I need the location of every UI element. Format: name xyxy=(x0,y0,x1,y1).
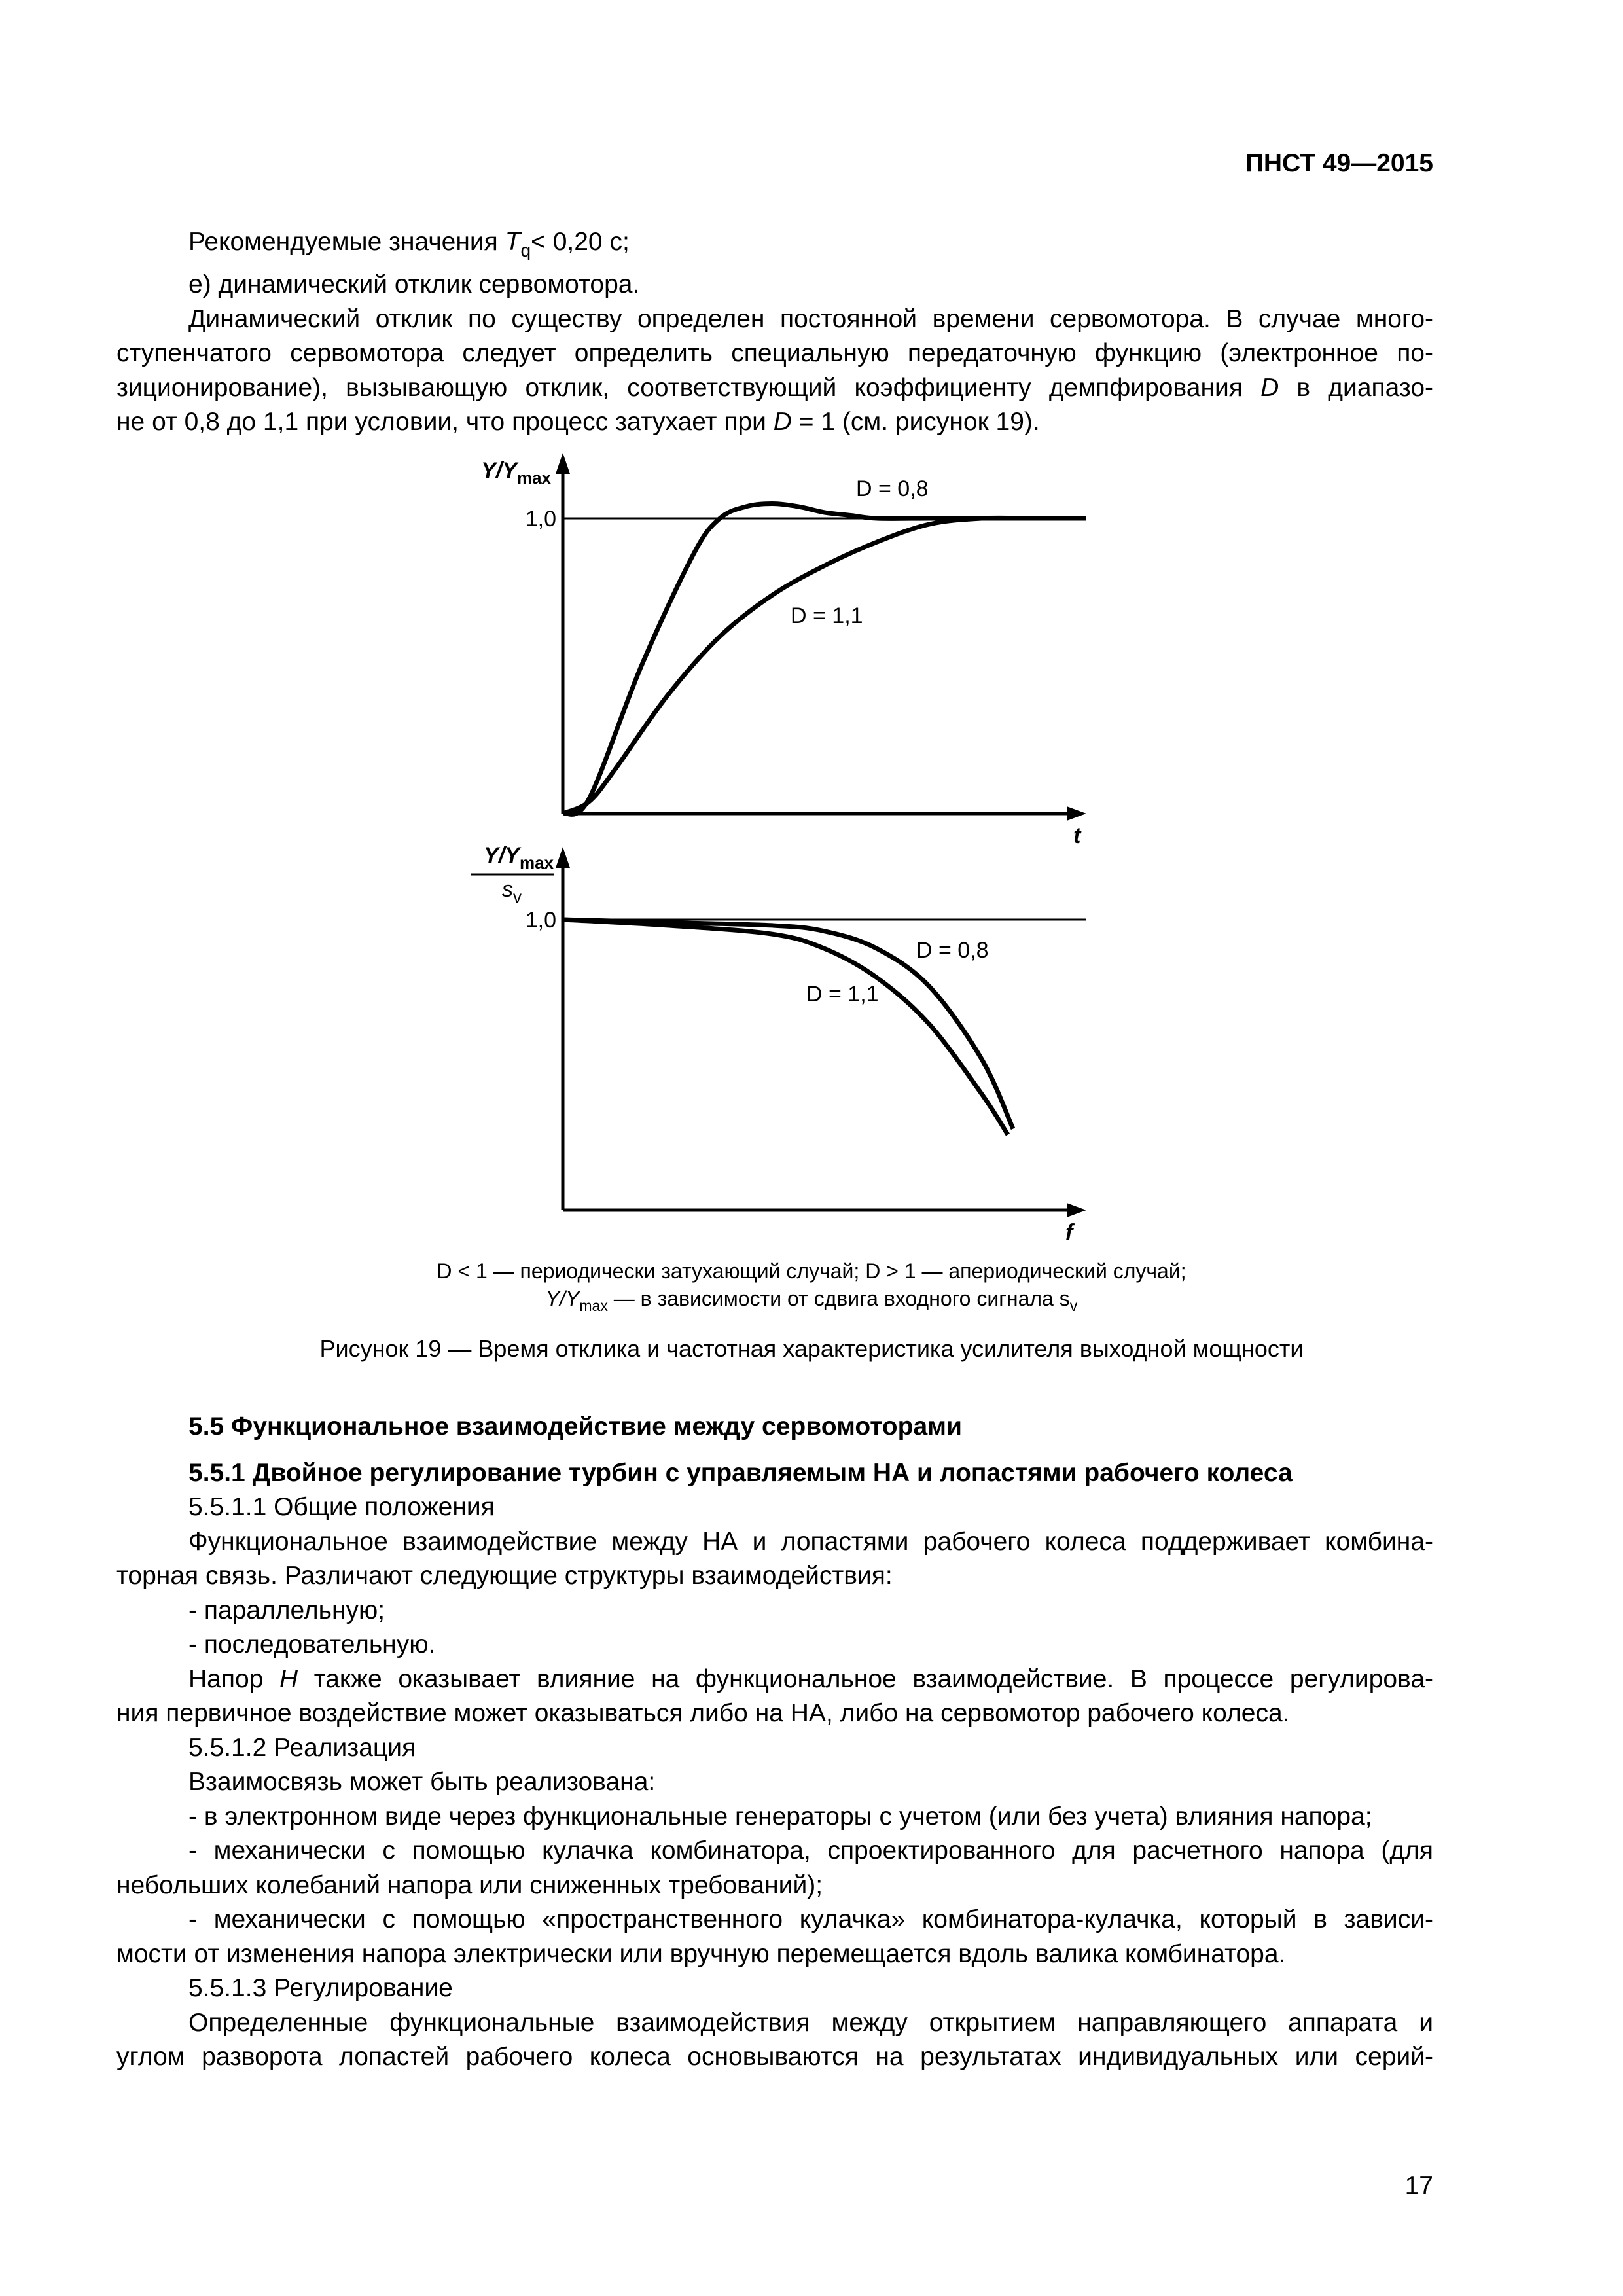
figure-caption: Рисунок 19 — Время отклика и частотная характеристика усилителя выходной мощности xyxy=(319,1335,1304,1362)
legend-s-sub: v xyxy=(1069,1297,1078,1315)
paragraph-2-line-1: Функциональное взаимодействие между НА и лопастями рабочего колеса поддерживает комбина- xyxy=(188,1527,1433,1556)
p3-l1-symbol: H xyxy=(279,1664,298,1693)
top-label-d08: D = 0,8 xyxy=(856,476,929,501)
bottom-y-label-numerator: $Y/Y_{max}$ xyxy=(484,843,554,872)
list-item-sequential: - последовательную. xyxy=(188,1630,436,1659)
paragraph-5-line-2: углом разворота лопастей рабочего колеса основываются на результатах индивидуальных или серий- xyxy=(116,2043,1433,2071)
top-x-axis-arrow xyxy=(1067,806,1086,821)
bottom-label-d11: D = 1,1 xyxy=(806,982,879,1007)
subheading-5-5-1-3: 5.5.1.3 Регулирование xyxy=(188,1974,453,2002)
list-item-parallel: - параллельную; xyxy=(188,1596,385,1624)
rec-symbol: T xyxy=(505,228,521,256)
heading-5-5-1: 5.5.1 Двойное регулирование турбин с управляемым НА и лопастями рабочего колеса xyxy=(188,1458,1293,1487)
p1-l4-b: = 1 (см. рисунок 19). xyxy=(791,408,1040,437)
paragraph-2-line-2: торная связь. Различают следующие структуры взаимодействия: xyxy=(116,1562,893,1590)
list-item-mechanical-1-line-2: небольших колебаний напора или сниженных требований); xyxy=(116,1871,823,1899)
paragraph-3-line-2: ния первичное воздействие может оказываться либо на НА, либо на сервомотор рабочего колеса. xyxy=(116,1699,1290,1727)
top-x-label: t xyxy=(1073,823,1081,848)
bottom-x-axis-arrow xyxy=(1067,1203,1086,1217)
top-y-tick: 1,0 xyxy=(525,507,556,531)
bottom-y-label-denominator: $s_v$ xyxy=(502,877,522,906)
subheading-5-5-1-2: 5.5.1.2 Реализация xyxy=(188,1733,416,1762)
intro-text xyxy=(116,225,1433,440)
paragraph-4: Взаимосвязь может быть реализована: xyxy=(188,1768,656,1796)
paragraph-1-line-3 xyxy=(116,371,1433,406)
paragraph-3-line-1 xyxy=(116,1662,1433,1697)
legend-y-sub: max xyxy=(579,1297,608,1315)
figure-19 xyxy=(0,445,1623,1257)
section-5-5 xyxy=(116,1410,1433,2075)
p1-l3-b: в диапазо- xyxy=(1279,373,1433,402)
subheading-5-5-1-1: 5.5.1.1 Общие положения xyxy=(188,1493,495,1521)
p3-l1-b: также оказывает влияние на функциональное взаимодействие. В процессе регулирова- xyxy=(298,1664,1433,1693)
document-id: ПНСТ 49—2015 xyxy=(1245,149,1433,177)
bottom-y-axis-arrow xyxy=(556,847,570,868)
figure-legend-line-2 xyxy=(0,1287,1623,1315)
figure-legend-line-1: D < 1 — периодически затухающий случай; D > 1 — апериодический случай; xyxy=(437,1259,1186,1283)
top-y-label: $Y/Y_{max}$ xyxy=(481,458,551,488)
p3-l1-a: Напор xyxy=(188,1664,279,1693)
paragraph-1-line-2: ступенчатого сервомотора следует определить специальную передаточную функцию (электронное по- xyxy=(116,339,1433,368)
list-item-mechanical-2-line-2: мости от изменения напора электрически или вручную перемещается вдоль валика комбинатора. xyxy=(116,1939,1286,1968)
paragraph-1-line-4 xyxy=(116,405,1433,440)
p1-l3-a: зиционирование), вызывающую отклик, соответствующий коэффициенту демпфирования xyxy=(116,373,1261,402)
p1-l3-symbol: D xyxy=(1260,373,1279,402)
top-y-axis-arrow xyxy=(556,453,570,474)
legend-text: — в зависимости от сдвига входного сигнала s xyxy=(607,1287,1070,1310)
recommended-values-line xyxy=(116,225,1433,268)
p1-l4-symbol: D xyxy=(773,408,792,437)
heading-5-5: 5.5 Функциональное взаимодействие между сервомоторами xyxy=(188,1412,962,1441)
list-item-electronic: - в электронном виде через функциональные генераторы с учетом (или без учета) влияния напора; xyxy=(188,1802,1372,1831)
p1-l4-a: не от 0,8 до 1,1 при условии, что процесс затухает при xyxy=(116,408,774,437)
paragraph-5-line-1: Определенные функциональные взаимодействия между открытием направляющего аппарата и xyxy=(188,2008,1433,2037)
bottom-label-d08: D = 0,8 xyxy=(916,938,989,963)
rec-subscript: q xyxy=(520,240,531,260)
paragraph-1-line-1: Динамический отклик по существу определен постоянной времени сервомотора. В случае много- xyxy=(188,304,1433,333)
page-number: 17 xyxy=(1404,2172,1433,2200)
legend-y-symbol: Y/Y xyxy=(545,1287,580,1310)
top-label-d11: D = 1,1 xyxy=(791,603,863,628)
rec-prefix: Рекомендуемые значения xyxy=(188,228,505,256)
item-e: е) динамический отклик сервомотора. xyxy=(188,270,640,299)
bottom-x-label: f xyxy=(1065,1220,1073,1245)
list-item-mechanical-2-line-1: - механически с помощью «пространственного кулачка» комбинатора-кулачка, который в зависи- xyxy=(188,1905,1433,1933)
list-item-mechanical-1-line-1: - механически с помощью кулачка комбинатора, спроектированного для расчетного напора (для xyxy=(188,1837,1433,1865)
bottom-y-tick: 1,0 xyxy=(525,908,556,933)
top-curve-d08 xyxy=(563,504,1086,815)
rec-suffix: < 0,20 с; xyxy=(531,228,630,256)
